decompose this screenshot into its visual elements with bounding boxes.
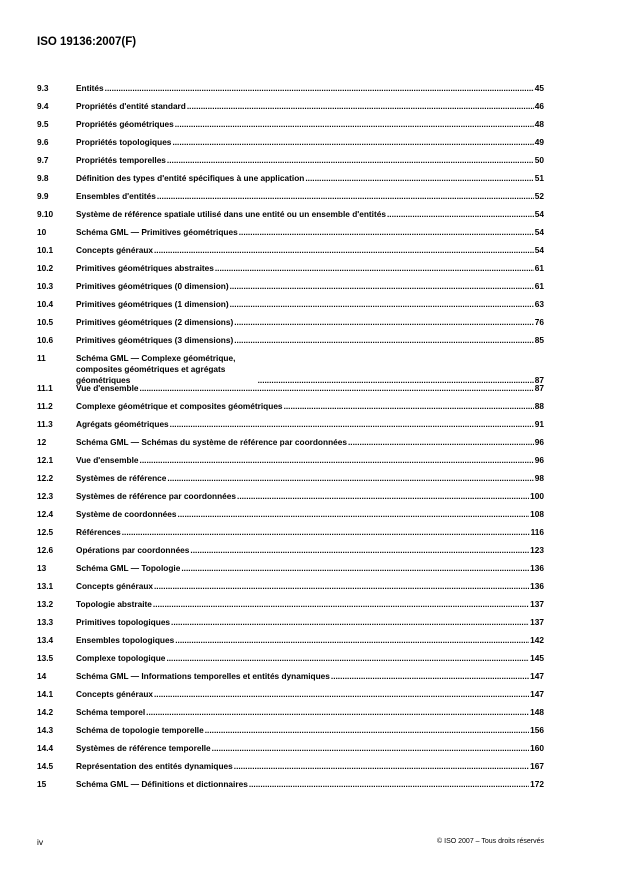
toc-section-number: 10.4 [37,299,54,309]
toc-dot-leader [175,119,534,130]
toc-entry[interactable] [37,173,544,191]
toc-section-number: 9.10 [37,209,54,219]
toc-section-title[interactable]: Systèmes de référence par coordonnées [76,491,237,501]
toc-dot-leader [187,101,534,112]
toc-entry[interactable] [37,317,544,335]
toc-entry[interactable] [37,137,544,155]
toc-page-number[interactable]: 54 [534,209,544,219]
toc-section-title[interactable]: Systèmes de référence temporelle [76,743,211,753]
toc-page-number[interactable]: 46 [534,101,544,111]
toc-entry[interactable] [37,209,544,227]
toc-dot-leader [234,335,534,346]
toc-page-number[interactable]: 96 [534,437,544,447]
toc-section-number: 14.2 [37,707,54,717]
toc-page-number[interactable]: 87 [534,375,544,385]
toc-page-number[interactable]: 54 [534,245,544,255]
toc-dot-leader [171,617,529,628]
toc-section-number: 12.1 [37,455,54,465]
toc-dot-leader [172,137,533,148]
toc-entry[interactable] [37,617,544,635]
toc-dot-leader [122,527,530,538]
toc-dot-leader [146,707,529,718]
toc-entry[interactable] [37,155,544,173]
toc-section-number: 9.8 [37,173,49,183]
toc-dot-leader [331,671,529,682]
toc-dot-leader [154,245,534,256]
toc-page-number[interactable]: 61 [534,263,544,273]
toc-section-number: 13.4 [37,635,54,645]
toc-dot-leader [166,653,529,664]
document-header: ISO 19136:2007(F) [37,36,137,48]
toc-section-title[interactable]: Schéma GML — Complexe géométrique, composites géométriques et agrégats géométriques [76,353,236,385]
toc-section-title[interactable]: Propriétés topologiques [76,137,172,147]
toc-section-number: 12.2 [37,473,54,483]
toc-dot-leader [181,563,529,574]
toc-page-number[interactable]: 145 [530,653,544,663]
toc-section-title[interactable]: Propriétés géométriques [76,119,174,129]
toc-dot-leader [387,209,534,220]
toc-section-number: 11 [37,353,46,363]
toc-page-number[interactable]: 167 [530,761,544,771]
toc-page-number[interactable]: 49 [534,137,544,147]
toc-page-number[interactable]: 142 [530,635,544,645]
toc-section-title[interactable]: Primitives géométriques (1 dimension) [76,299,229,309]
toc-entry[interactable] [37,191,544,209]
toc-section-number: 14.1 [37,689,54,699]
toc-section-number: 14.5 [37,761,54,771]
toc-entry[interactable] [37,545,544,563]
toc-section-number: 9.9 [37,191,49,201]
toc-page-number[interactable]: 87 [534,383,544,393]
toc-section-number: 9.3 [37,83,49,93]
toc-section-number: 12.5 [37,527,54,537]
toc-page-number[interactable]: 76 [534,317,544,327]
toc-page-number[interactable]: 85 [534,335,544,345]
toc-dot-leader [154,581,529,592]
toc-section-title[interactable]: Concepts généraux [76,245,153,255]
toc-dot-leader [234,317,534,328]
toc-page-number[interactable]: 61 [534,281,544,291]
toc-section-number: 13.3 [37,617,54,627]
toc-page-number[interactable]: 54 [534,227,544,237]
toc-dot-leader [167,155,534,166]
toc-dot-leader [154,689,529,700]
toc-dot-leader [170,419,534,430]
toc-entry[interactable] [37,599,544,617]
toc-dot-leader [212,743,529,754]
toc-dot-leader [239,227,534,238]
toc-section-title[interactable]: Ensembles d'entités [76,191,156,201]
toc-section-number: 11.2 [37,401,53,411]
toc-section-number: 9.7 [37,155,49,165]
toc-dot-leader [305,173,533,184]
toc-section-title[interactable]: Opérations par coordonnées [76,545,190,555]
toc-section-number: 12 [37,437,47,447]
toc-section-number: 13 [37,563,47,573]
toc-section-number: 10.1 [37,245,54,255]
toc-section-number: 14 [37,671,47,681]
toc-section-title[interactable]: Primitives géométriques (0 dimension) [76,281,229,291]
toc-section-title[interactable]: Schéma GML — Informations temporelles et entités dynamiques [76,671,330,681]
toc-section-title[interactable]: Schéma GML — Schémas du système de référence par coordonnées [76,437,347,447]
toc-page-number[interactable]: 52 [534,191,544,201]
toc-section-title[interactable]: Système de coordonnées [76,509,177,519]
toc-entry[interactable] [37,509,544,527]
toc-section-title[interactable]: Schéma GML — Topologie [76,563,181,573]
toc-entry[interactable] [37,383,544,401]
toc-section-title[interactable]: Systèmes de référence [76,473,167,483]
toc-entry[interactable] [37,671,544,689]
toc-section-title[interactable]: Primitives géométriques (2 dimensions) [76,317,234,327]
toc-page-number[interactable]: 51 [534,173,544,183]
toc-section-title[interactable]: Agrégats géométriques [76,419,169,429]
toc-entry[interactable] [37,761,544,779]
toc-section-title[interactable]: Primitives géométriques abstraites [76,263,214,273]
toc-entry[interactable] [37,401,544,419]
toc-dot-leader [153,599,529,610]
toc-entry[interactable] [37,563,544,581]
toc-section-number: 12.3 [37,491,54,501]
toc-section-title[interactable]: Topologie abstraite [76,599,152,609]
toc-entry[interactable] [37,119,544,137]
toc-entry[interactable] [37,653,544,671]
toc-section-title[interactable]: Entités [76,83,104,93]
toc-dot-leader [284,401,534,412]
toc-section-title[interactable]: Schéma de topologie temporelle [76,725,204,735]
toc-section-title[interactable]: Primitives géométriques (3 dimensions) [76,335,234,345]
toc-entry[interactable] [37,83,544,101]
toc-section-number: 10 [37,227,47,237]
toc-page-number[interactable]: 63 [534,299,544,309]
table-of-contents [37,83,544,797]
toc-entry[interactable] [37,473,544,491]
toc-entry[interactable] [37,101,544,119]
toc-section-title[interactable]: Propriétés temporelles [76,155,166,165]
toc-section-title[interactable]: Primitives topologiques [76,617,171,627]
toc-section-number: 12.6 [37,545,54,555]
toc-entry[interactable] [37,743,544,761]
toc-entry[interactable] [37,581,544,599]
toc-entry[interactable] [37,635,544,653]
toc-entry[interactable] [37,281,544,299]
toc-entry[interactable] [37,725,544,743]
toc-dot-leader [175,635,529,646]
toc-dot-leader [230,299,534,310]
toc-dot-leader [178,509,530,520]
toc-section-number: 13.2 [37,599,54,609]
toc-section-number: 13.1 [37,581,54,591]
toc-entry[interactable] [37,491,544,509]
toc-entry[interactable] [37,335,544,353]
toc-section-title[interactable]: Schéma GML — Définitions et dictionnaires [76,779,248,789]
toc-section-number: 14.4 [37,743,54,753]
toc-entry[interactable] [37,227,544,245]
toc-dot-leader [190,545,529,556]
toc-section-number: 9.4 [37,101,49,111]
toc-page-number[interactable]: 172 [530,779,544,789]
toc-section-title[interactable]: Système de référence spatiale utilisé dans une entité ou un ensemble d'entités [76,209,386,219]
toc-dot-leader [348,437,534,448]
toc-entry[interactable] [37,779,544,797]
toc-page-number[interactable]: 100 [530,491,544,501]
copyright-notice: © ISO 2007 – Tous droits réservés [437,838,544,845]
toc-entry[interactable] [37,707,544,725]
toc-dot-leader [215,263,534,274]
toc-page-number[interactable]: 156 [530,725,544,735]
toc-section-number: 15 [37,779,47,789]
toc-section-title[interactable]: Schéma GML — Primitives géométriques [76,227,238,237]
toc-page-number[interactable]: 147 [530,671,544,681]
toc-dot-leader [230,281,534,292]
toc-dot-leader [205,725,529,736]
toc-section-number: 10.2 [37,263,54,273]
toc-page-number[interactable]: 136 [530,581,544,591]
toc-dot-leader [140,455,534,466]
toc-section-title[interactable]: Vue d'ensemble [76,455,139,465]
toc-page-number[interactable]: 160 [530,743,544,753]
toc-page-number[interactable]: 108 [530,509,544,519]
toc-page-number[interactable]: 48 [534,119,544,129]
toc-dot-leader [157,191,534,202]
toc-page-number[interactable]: 98 [534,473,544,483]
toc-entry[interactable] [37,689,544,707]
toc-page-number[interactable]: 91 [534,419,544,429]
toc-dot-leader [140,383,534,394]
toc-entry[interactable] [37,455,544,473]
toc-section-number: 11.3 [37,419,53,429]
toc-section-title[interactable]: Complexe topologique [76,653,166,663]
toc-section-number: 12.4 [37,509,54,519]
toc-section-title[interactable]: Définition des types d'entité spécifiques à une application [76,173,305,183]
toc-section-number: 10.3 [37,281,54,291]
toc-section-title[interactable]: Ensembles topologiques [76,635,175,645]
toc-entry[interactable] [37,245,544,263]
toc-dot-leader [249,779,529,790]
toc-entry[interactable] [37,263,544,281]
toc-section-number: 11.1 [37,383,53,393]
toc-section-number: 9.6 [37,137,49,147]
toc-section-title[interactable]: Références [76,527,121,537]
toc-dot-leader [237,491,529,502]
toc-page-number[interactable]: 147 [530,689,544,699]
toc-section-title[interactable]: Propriétés d'entité standard [76,101,186,111]
toc-page-number[interactable]: 88 [534,401,544,411]
toc-entry[interactable] [37,437,544,455]
toc-entry[interactable] [37,419,544,437]
toc-section-title[interactable]: Concepts généraux [76,689,153,699]
toc-entry[interactable] [37,527,544,545]
toc-dot-leader [105,83,534,94]
toc-section-title[interactable]: Complexe géométrique et composites géométriques [76,401,283,411]
toc-section-title[interactable]: Concepts généraux [76,581,153,591]
toc-page-number[interactable]: 50 [534,155,544,165]
toc-page-number[interactable]: 136 [530,563,544,573]
toc-page-number[interactable]: 96 [534,455,544,465]
toc-section-number: 10.5 [37,317,54,327]
toc-section-number: 13.5 [37,653,54,663]
toc-page-number[interactable]: 137 [530,599,544,609]
toc-page-number[interactable]: 148 [530,707,544,717]
toc-section-number: 10.6 [37,335,54,345]
toc-page-number[interactable]: 116 [530,527,544,537]
toc-entry[interactable] [37,353,544,383]
toc-section-title[interactable]: Représentation des entités dynamiques [76,761,233,771]
toc-page-number[interactable]: 45 [534,83,544,93]
toc-dot-leader [167,473,533,484]
toc-page-number[interactable]: 123 [530,545,544,555]
toc-dot-leader [234,761,529,772]
toc-section-title[interactable]: Vue d'ensemble [76,383,139,393]
page-number: iv [37,837,44,847]
toc-page-number[interactable]: 137 [530,617,544,627]
toc-entry[interactable] [37,299,544,317]
toc-section-title[interactable]: Schéma temporel [76,707,146,717]
toc-section-number: 9.5 [37,119,49,129]
toc-section-number: 14.3 [37,725,54,735]
